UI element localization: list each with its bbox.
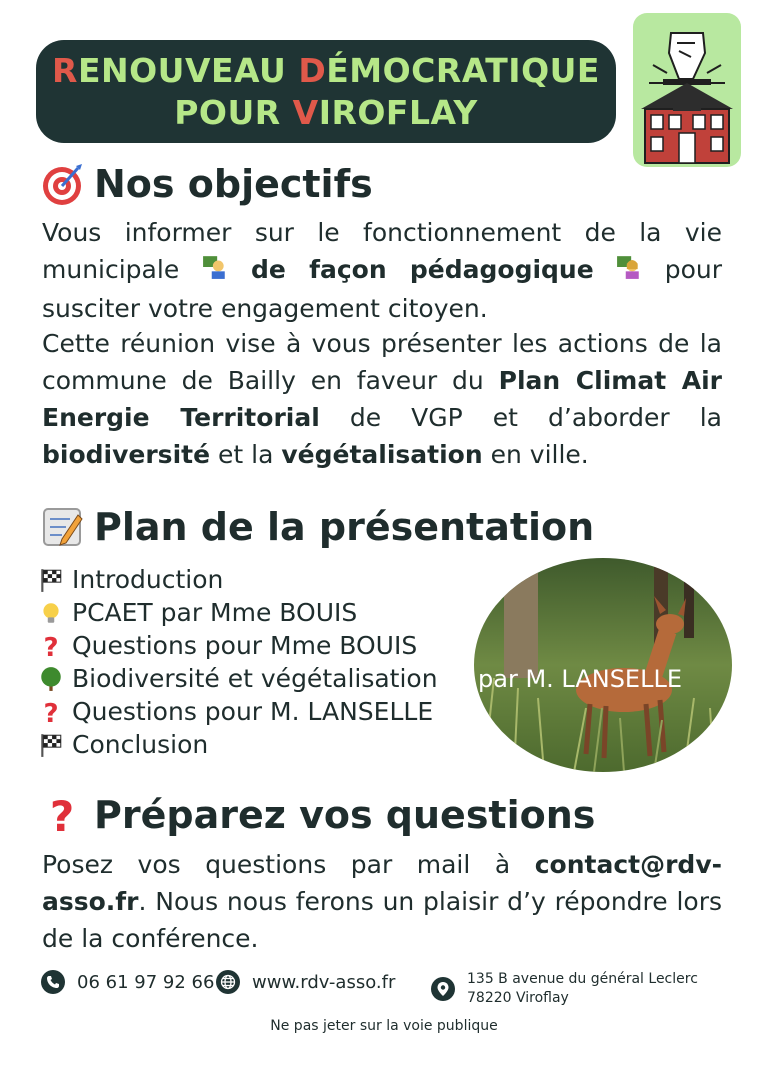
svg-text:?: ? [49,793,75,837]
question-mark-icon [38,633,64,659]
plan-item [38,662,438,695]
light-bulb-icon [38,600,64,626]
plan-item [38,629,438,662]
contact-website[interactable] [216,970,395,994]
plan-item-label: Questions pour M. LANSELLE [72,697,434,726]
phone-number: 06 61 97 92 66 [77,971,215,993]
phone-icon [41,970,65,994]
plan-item [38,563,438,596]
target-icon [40,162,84,206]
checkered-flag-icon [38,732,64,758]
objectives-heading [40,162,373,206]
questions-title: Préparez vos questions [94,793,596,837]
contact-address [431,970,698,1008]
tree-icon [38,666,64,692]
globe-icon [216,970,240,994]
questions-heading [40,793,595,837]
svg-text:?: ? [43,698,59,725]
photo-caption: par M. LANSELLE [478,665,682,693]
banner-line-1: RENOUVEAU DÉMOCRATIQUE [52,50,600,90]
plan-title: Plan de la présentation [94,505,595,549]
ballot-town-hall-icon [633,13,741,167]
plan-item-label: Biodiversité et végétalisation [72,664,438,693]
footer-note: Ne pas jeter sur la voie publique [270,1018,498,1034]
plan-item-label: Introduction [72,565,224,594]
teacher-woman-icon [616,253,642,290]
contact-phone[interactable] [41,970,214,994]
plan-item-label: Conclusion [72,730,209,759]
address-line-1: 135 B avenue du général Leclerc [467,971,698,987]
objectives-paragraph-1: Vous informer sur le fonctionnement de la vie municipale de façon pédagogique pour susciter votre engagement citoyen. [42,218,722,323]
memo-icon [40,505,84,549]
plan-item [38,728,438,761]
svg-text:?: ? [43,632,59,659]
question-mark-icon [40,793,84,837]
objectives-title: Nos objectifs [94,162,373,206]
checkered-flag-icon [38,567,64,593]
plan-item-label: PCAET par Mme BOUIS [72,598,358,627]
plan-list [38,563,438,761]
title-banner [36,40,616,143]
plan-item [38,695,438,728]
plan-item-label: Questions pour Mme BOUIS [72,631,418,660]
plan-item [38,596,438,629]
plan-heading [40,505,594,549]
address-line-2: 78220 Viroflay [467,990,569,1006]
teacher-man-icon [202,253,228,290]
banner-line-2: POUR VIROFLAY [174,92,478,132]
location-pin-icon [431,977,455,1001]
objectives-paragraph-2: Cette réunion vise à vous présenter les actions de la commune de Bailly en faveur du Plan Climat Air Energie Territorial de VGP et d’aborder la biodiversité et la végétalisation en ville. [42,329,722,469]
question-mark-icon [38,699,64,725]
questions-paragraph: Posez vos questions par mail à contact@rdv-asso.fr. Nous nous ferons un plaisir d’y répondre lors de la conférence. [42,850,722,953]
website-link[interactable]: www.rdv-asso.fr [252,971,396,993]
